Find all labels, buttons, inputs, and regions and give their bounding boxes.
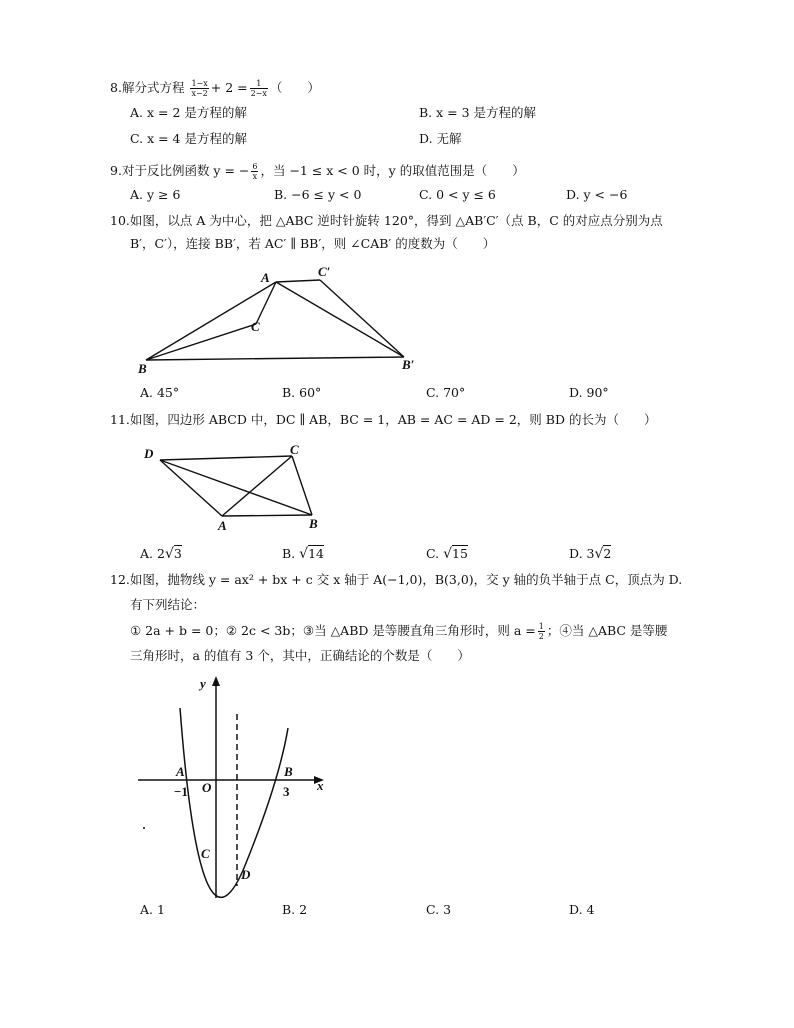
q9-fraction: $\frac{6}{x}$ <box>252 162 258 181</box>
q12-label-b: B <box>284 764 293 779</box>
q8-option-c: C. x = 4 是方程的解 <box>130 131 247 146</box>
q9-number: 9. <box>110 163 122 178</box>
q12-stem-line4: 三角形时，a 的值有 3 个，其中，正确结论的个数是（ ） <box>130 648 470 663</box>
q9-stem-prefix: 对于反比例函数 y = − <box>121 163 250 178</box>
q8-number: 8. <box>110 80 122 95</box>
q11-segment-db <box>160 460 312 515</box>
q8-stem <box>110 79 320 98</box>
q11-segment-da <box>160 460 222 516</box>
q12-label-x: x <box>317 778 324 793</box>
q8-fraction-left: $\frac{1-x}{x-2}$ <box>191 79 208 98</box>
q11-label-c: C <box>290 442 299 457</box>
q12-stem-line1 <box>110 572 682 588</box>
q10-number: 10. <box>110 213 130 228</box>
q11-option-b: B. √14 <box>282 546 324 562</box>
q10-label-b-prime: B′ <box>402 357 415 372</box>
q12-option-d: D. 4 <box>569 902 595 917</box>
q11-label-a: A <box>218 518 227 533</box>
q10-segment-bc <box>146 324 256 360</box>
q11-option-a: A. 2√3 <box>140 546 182 562</box>
q10-label-a: A <box>261 270 270 285</box>
q10-label-c: C <box>251 319 260 334</box>
q10-figure <box>130 262 430 377</box>
q10-segment-bc-prime-base <box>146 357 404 360</box>
q10-segment-c-prime-b-prime <box>320 280 404 357</box>
q12-option-a: A. 1 <box>140 902 165 917</box>
q12-label-y: y <box>200 676 206 691</box>
q11-label-b: B <box>309 516 318 531</box>
q9-option-d: D. y < −6 <box>566 187 628 202</box>
q9-option-a: A. y ≥ 6 <box>130 187 181 202</box>
q10-option-d: D. 90° <box>569 385 609 400</box>
q12-label-c: C <box>201 846 210 861</box>
q8-option-a: A. x = 2 是方程的解 <box>130 105 247 120</box>
q10-stem-line2: B′，C′），连接 BB′，若 AC′ ∥ BB′，则 ∠CAB′ 的度数为（ ） <box>130 236 496 251</box>
q11-stem <box>110 412 656 428</box>
q8-option-d: D. 无解 <box>419 131 462 146</box>
q10-option-c: C. 70° <box>426 385 466 400</box>
q9-option-c: C. 0 < y ≤ 6 <box>419 187 496 202</box>
q9-stem <box>110 162 525 181</box>
q12-stray-dot <box>143 827 145 829</box>
q12-stem-line2: 有下列结论： <box>130 597 206 612</box>
q9-option-b: B. −6 ≤ y < 0 <box>274 187 362 202</box>
q12-number: 12. <box>110 572 130 587</box>
q10-label-c-prime: C′ <box>318 264 331 279</box>
q12-figure <box>134 672 334 902</box>
q12-y-arrow <box>212 676 220 686</box>
q12-label-minus1: −1 <box>174 784 188 799</box>
q9-stem-suffix: ，当 −1 ≤ x < 0 时，y 的取值范围是（ ） <box>260 163 525 178</box>
q10-option-b: B. 60° <box>282 385 322 400</box>
q10-segment-ab-prime <box>276 282 404 357</box>
q11-stem-text: 如图，四边形 ABCD 中，DC ∥ AB，BC = 1，AB = AC = AD = 2，则 BD 的长为（ ） <box>129 412 657 427</box>
q12-option-b: B. 2 <box>282 902 308 917</box>
q10-segment-ac-prime <box>276 280 320 282</box>
q11-option-c: C. √15 <box>426 546 468 562</box>
q8-fraction-right: $\frac{1}{2-x}$ <box>250 79 267 98</box>
q12-option-c: C. 3 <box>426 902 452 917</box>
q8-stem-suffix: （ ） <box>269 80 320 95</box>
q8-option-b: B. x = 3 是方程的解 <box>419 105 537 120</box>
q12-label-d: D <box>241 867 251 882</box>
q12-stem-text1: 如图，抛物线 y = ax² + bx + c 交 x 轴于 A(−1,0)，B(3,0)，交 y 轴的负半轴于点 C，顶点为 D. <box>129 572 683 587</box>
q12-label-a: A <box>176 764 185 779</box>
q11-figure <box>140 438 340 538</box>
q10-label-b: B <box>138 361 147 376</box>
q10-stem-text1: 如图，以点 A 为中心，把 △ABC 逆时针旋转 120°，得到 △AB′C′（点 B，C 的对应点分别为点 <box>129 213 663 228</box>
q11-segment-bc <box>292 456 312 515</box>
q10-option-a: A. 45° <box>140 385 180 400</box>
q11-segment-dc <box>160 456 292 460</box>
q11-label-d: D <box>144 446 154 461</box>
q12-label-o: O <box>202 780 212 795</box>
q10-stem-line1 <box>110 213 663 229</box>
q8-stem-mid: + 2 = <box>210 80 248 95</box>
q12-label-3: 3 <box>283 784 290 799</box>
q11-number: 11. <box>110 412 130 427</box>
q12-fraction: $\frac{1}{2}$ <box>538 622 544 641</box>
q11-option-d: D. 3√2 <box>569 546 612 562</box>
q8-stem-prefix: 解分式方程 <box>121 80 185 95</box>
q12-stem-line3: ① 2a + b = 0；② 2c < 3b；③当 △ABD 是等腰直角三角形时，则 a = $\frac{1}{2}$ ；④当 △ABC 是等腰 <box>130 622 668 641</box>
q12-parabola <box>180 708 288 897</box>
q11-segment-ab <box>222 515 312 516</box>
